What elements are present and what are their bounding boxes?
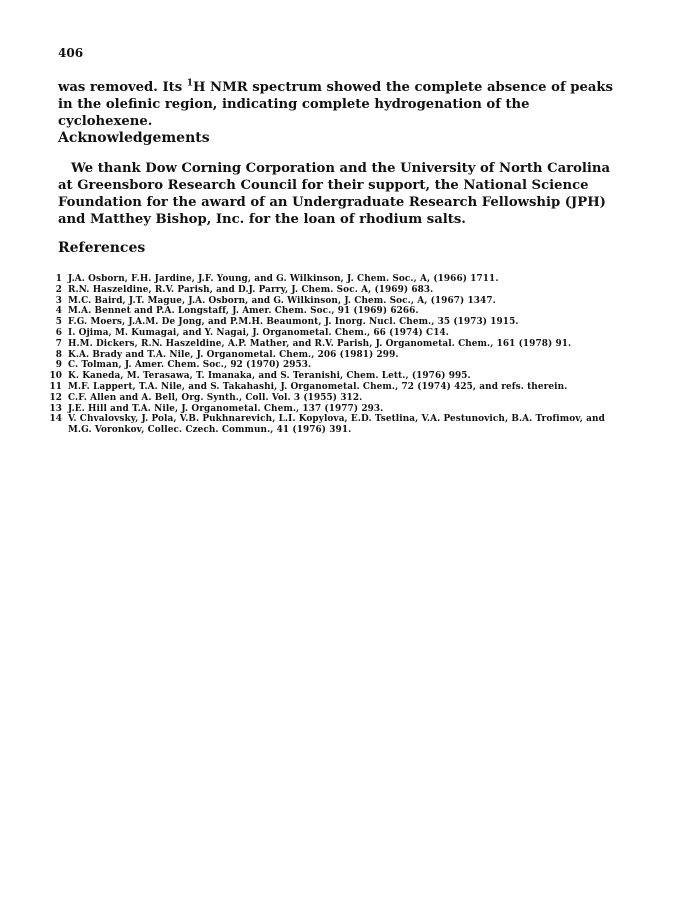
reference-item <box>48 393 628 404</box>
reference-number: 10 <box>49 371 62 382</box>
reference-number: 8 <box>55 349 62 360</box>
reference-text: I. Ojima, M. Kumagai, and Y. Nagai, J. Organometal. Chem., 66 (1974) C14. <box>68 327 449 338</box>
reference-number: 11 <box>49 381 62 392</box>
reference-number: 5 <box>55 317 62 328</box>
page-number: 406 <box>58 46 84 60</box>
reference-text: V. Chvalovsky, J. Pola, V.B. Pukhnarevich, L.I. Kopylova, E.D. Tsetlina, V.A. Pestunovich, B.A. Trofimov, and M.G. Voronkov, Collec. Czech. Commun., 41 (1976) 391. <box>68 414 605 436</box>
references-heading: References <box>58 240 146 256</box>
acknowledgements-heading: Acknowledgements <box>58 130 210 146</box>
reference-number: 4 <box>55 306 62 317</box>
reference-item <box>48 285 628 296</box>
reference-text: K.A. Brady and T.A. Nile, J. Organometal. Chem., 206 (1981) 299. <box>68 349 399 360</box>
reference-item <box>48 296 628 307</box>
paragraph-rest: H NMR spectrum showed the complete absence of peaks in the olefinic region, indicating complete hydrogenation of the cyclohexene. <box>58 80 613 129</box>
reference-number: 7 <box>55 338 62 349</box>
reference-item <box>48 339 628 350</box>
reference-item <box>48 360 628 371</box>
reference-number: 9 <box>55 360 62 371</box>
body-paragraph <box>58 79 623 130</box>
reference-item <box>48 306 628 317</box>
reference-number: 2 <box>55 284 62 295</box>
reference-item <box>48 371 628 382</box>
reference-item <box>48 317 628 328</box>
reference-number: 1 <box>55 274 62 284</box>
reference-number: 12 <box>49 392 62 403</box>
reference-number: 13 <box>49 403 62 414</box>
reference-text: J.A. Osborn, F.H. Jardine, J.F. Young, and G. Wilkinson, J. Chem. Soc., A, (1966) 1711. <box>68 274 499 284</box>
reference-item <box>48 382 628 393</box>
reference-number: 6 <box>55 327 62 338</box>
reference-text: C. Tolman, J. Amer. Chem. Soc., 92 (1970) 2953. <box>68 360 312 371</box>
reference-text: H.M. Dickers, R.N. Haszeldine, A.P. Mather, and R.V. Parish, J. Organometal. Chem., 161 (1978) 91. <box>68 338 572 349</box>
reference-text: C.F. Allen and A. Bell, Org. Synth., Coll. Vol. 3 (1955) 312. <box>68 392 363 403</box>
reference-item <box>48 404 628 415</box>
reference-item <box>48 350 628 361</box>
reference-number: 3 <box>55 295 62 306</box>
superscript: 1 <box>186 78 193 89</box>
reference-text: K. Kaneda, M. Terasawa, T. Imanaka, and S. Teranishi, Chem. Lett., (1976) 995. <box>68 371 471 382</box>
reference-text: M.A. Bennet and P.A. Longstaff, J. Amer. Chem. Soc., 91 (1969) 6266. <box>68 306 419 317</box>
reference-number: 14 <box>49 414 62 425</box>
reference-item <box>48 328 628 339</box>
reference-item <box>48 414 628 436</box>
reference-list <box>48 274 628 436</box>
paragraph-lead: was removed. Its <box>58 80 187 95</box>
reference-item <box>48 274 628 285</box>
reference-text: R.N. Haszeldine, R.V. Parish, and D.J. Parry, J. Chem. Soc. A, (1969) 683. <box>68 284 434 295</box>
reference-text: M.C. Baird, J.T. Mague, J.A. Osborn, and G. Wilkinson, J. Chem. Soc., A, (1967) 1347. <box>68 295 496 306</box>
reference-text: F.G. Moers, J.A.M. De Jong, and P.M.H. Beaumont, J. Inorg. Nucl. Chem., 35 (1973) 1915. <box>68 317 519 328</box>
reference-text: J.E. Hill and T.A. Nile, J. Organometal. Chem., 137 (1977) 293. <box>68 403 384 414</box>
acknowledgements-paragraph: We thank Dow Corning Corporation and the University of North Carolina at Greensboro Research Council for their support, the National Science Foundation for the award of an Undergraduate Research Fellowship (JPH) and Matthey Bishop, Inc. for the loan of rhodium salts. <box>58 161 611 227</box>
reference-text: M.F. Lappert, T.A. Nile, and S. Takahashi, J. Organometal. Chem., 72 (1974) 425, and refs. therein. <box>68 381 568 392</box>
